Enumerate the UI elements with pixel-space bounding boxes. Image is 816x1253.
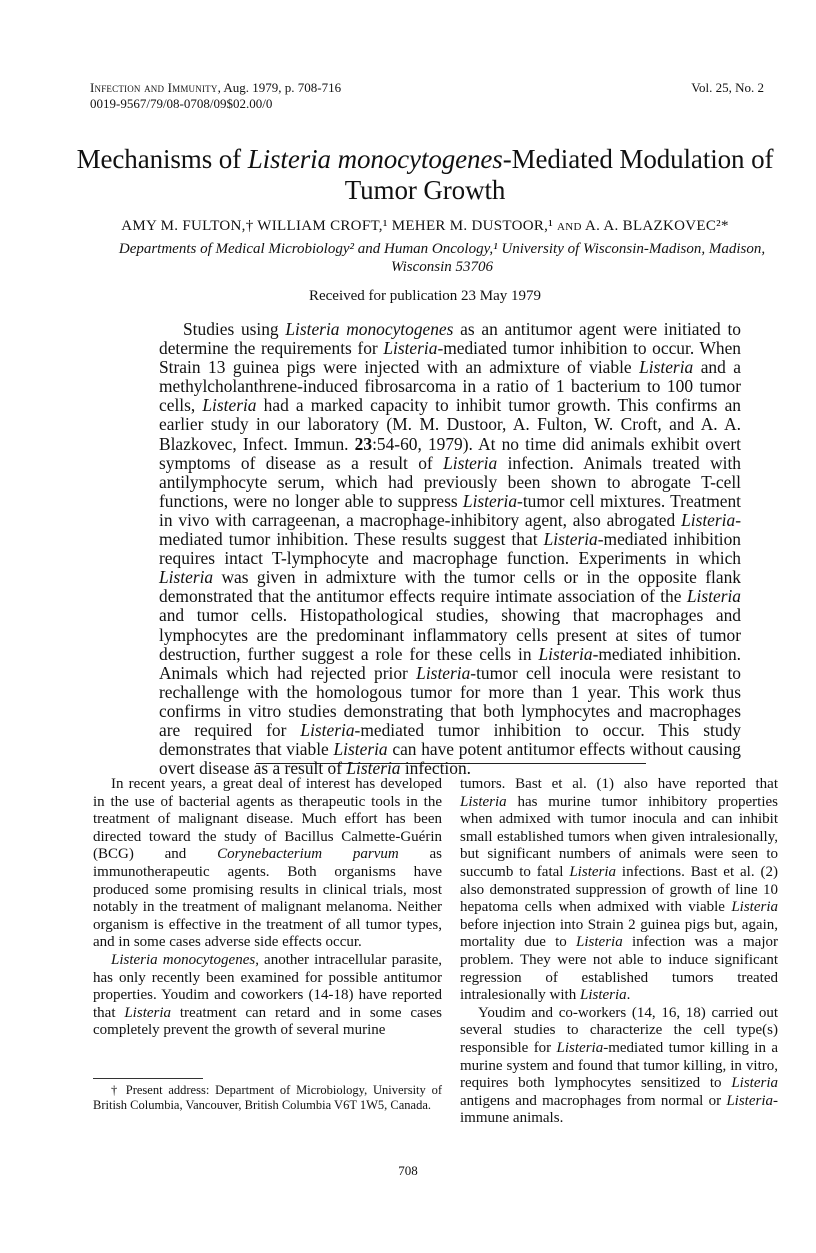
paragraph	[93, 952, 442, 1040]
italic-term: Listeria	[686, 586, 741, 607]
text-run: -mediated inhibition requires intact T-lymphocyte and macrophage function. Experiments in which	[159, 529, 742, 569]
italic-term: Listeria	[300, 719, 355, 740]
journal-citation: , Aug. 1979, p. 708-716	[217, 80, 342, 95]
text-run: Studies using	[183, 319, 286, 339]
italic-term: Listeria	[639, 357, 694, 378]
italic-term: Listeria	[543, 529, 598, 550]
text-run: Youdim and co-workers (14, 16, 18) carried out several studies to characterize the cell type(s) responsible for	[460, 1004, 778, 1056]
italic-term: Listeria	[346, 758, 401, 779]
italic-term: Listeria	[333, 739, 388, 760]
italic-term: Listeria	[726, 1092, 773, 1109]
italic-term: Listeria	[731, 1075, 778, 1092]
text-run: In recent years, a great deal of interest has developed in the use of bacterial agents as therapeutic tools in the treatment of malignant disease. Much effort has been directed toward the study of Bacillus Calmette-Guérin (BCG) and	[93, 776, 442, 863]
text-run: has murine tumor inhibitory properties when admixed with tumor inocula and can inhibit small established tumors when given intralesionally, but significant numbers of animals were seen to succumb to fatal	[460, 793, 778, 880]
text-run: .	[626, 987, 631, 1004]
affiliation: Departments of Medical Microbiology² and Human Oncology,¹ University of Wisconsin-Madison, Madison, Wisconsin 53706	[118, 241, 766, 275]
page-number: 708	[398, 1163, 418, 1178]
text-run: -mediated tumor inhibition to occur. This study demonstrates that viable	[159, 719, 741, 760]
text-run: -immune animals.	[460, 1092, 778, 1127]
italic-term: Listeria	[576, 934, 623, 951]
italic-term: Listeria	[383, 338, 438, 359]
text-run: infection.	[400, 758, 472, 779]
volume-number: 23	[354, 433, 373, 454]
section-divider	[256, 763, 646, 764]
text-run: treatment can retard and in some cases completely prevent the growth of several murine	[93, 1004, 442, 1039]
italic-term: Listeria	[416, 662, 471, 683]
text-run: -tumor cell inocula were resistant to rechallenge with the homologous tumor for more than 1 year. This work thus confirms in vitro studies demonstrating that both lymphocytes and macrophages are required for	[159, 662, 741, 740]
footnote: † Present address: Department of Microbiology, University of British Columbia, Vancouver, British Columbia V6T 1W5, Canada.	[93, 1083, 442, 1112]
text-run: before injection into Strain 2 guinea pigs but, again, mortality due to	[460, 916, 778, 951]
text-run: and a methylcholanthrene-induced fibrosarcoma in a ratio of 1 bacterium to 100 tumor cells,	[159, 357, 742, 416]
text-run: infections. Bast et al. (2) also demonstrated suppression of growth of line 10 hepatoma cells when admixed with viable	[460, 863, 778, 916]
italic-term: Listeria	[443, 452, 498, 473]
article-code: 0019-9567/79/08-0708/09$02.00/0	[90, 96, 273, 111]
received-date: Received for publication 23 May 1979	[308, 288, 542, 304]
text-run: infection was a major problem. They were not able to induce significant regression of established tumors treated intralesionally with	[460, 934, 778, 1004]
italic-term: Listeria	[681, 509, 736, 530]
italic-term: Listeria	[124, 1004, 172, 1021]
text-run: tumors. Bast et al. (1) also have reported that	[460, 776, 778, 792]
text-run: -mediated tumor killing in a murine system and found that tumor killing, in vitro, requires both lymphocytes sensitized to	[460, 1039, 778, 1092]
text-run: , another intracellular parasite, has only recently been examined for possible antitumor properties. Youdim and coworkers (14-18) have reported that	[93, 951, 442, 1021]
italic-term: Listeria	[538, 643, 593, 664]
text-run: and tumor cells. Histopathological studies, showing that macrophages and lymphocytes are the predominant inflammatory cells present at sites of tumor destruction, further suggest a role for these cells in	[159, 605, 741, 664]
text-run: -mediated inhibition. Animals which had rejected prior	[159, 643, 741, 683]
paragraph	[460, 1005, 778, 1128]
body-column-right	[460, 776, 778, 1128]
abstract	[159, 320, 741, 778]
volume-info: Vol. 25, No. 2	[691, 80, 764, 95]
header-left	[90, 80, 341, 112]
italic-term: Listeria monocytogenes	[285, 319, 454, 339]
italic-term: Listeria	[569, 863, 617, 880]
text-run: -tumor cell mixtures. Treatment in vivo with carrageenan, a macrophage-inhibitory agent, also abrogated	[159, 490, 741, 530]
italic-term: Listeria	[579, 987, 627, 1004]
text-run: as immunotherapeutic agents. Both organisms have produced some promising results in clinical trials, most notably in the treatment of malignant melanoma. Neither organism is effective in the treatment of all tumor types, and in some cases adverse side effects occur.	[93, 846, 442, 951]
article-title: Mechanisms of Listeria monocytogenes-Mediated Modulation of Tumor Growth	[76, 144, 774, 205]
text-run: -mediated tumor inhibition to occur. When Strain 13 guinea pigs were injected with an admixture of viable	[159, 338, 742, 378]
footnote-divider	[93, 1078, 203, 1079]
paragraph	[93, 776, 442, 952]
author-list: AMY M. FULTON,† WILLIAM CROFT,¹ MEHER M. DUSTOOR,¹ and A. A. BLAZKOVEC²*	[121, 218, 729, 234]
italic-term: Listeria	[462, 490, 518, 511]
italic-term: Listeria	[159, 567, 214, 588]
text-run: as an antitumor agent were initiated to determine the requirements for	[159, 319, 742, 359]
text-run: infection. Animals treated with antilymphocyte serum, which had previously been shown to abrogate T-cell functions, were no longer able to suppress	[159, 452, 741, 511]
text-run: was given in admixture with the tumor cells or in the opposite flank demonstrated that the antitumor effects require intimate association of the	[159, 567, 741, 607]
italic-term: Listeria	[202, 395, 257, 416]
italic-term: Listeria monocytogenes	[111, 951, 256, 968]
italic-term: Listeria	[556, 1039, 604, 1056]
italic-term: Corynebacterium parvum	[217, 846, 399, 863]
body-column-left	[93, 776, 442, 1040]
text-run: had a marked capacity to inhibit tumor growth. This confirms an earlier study in our laboratory (M. M. Dustoor, A. Fulton, W. Croft, and A. A. Blazkovec, Infect. Immun.	[159, 395, 741, 454]
paragraph	[460, 776, 778, 1005]
italic-term: Listeria	[460, 793, 507, 810]
text-run: :54-60, 1979). At no time did animals exhibit overt symptoms of disease as a result of	[159, 433, 742, 473]
italic-term: Listeria	[731, 899, 778, 916]
text-run: antigens and macrophages from normal or	[460, 1092, 727, 1109]
journal-name: Infection and Immunity	[90, 80, 218, 95]
text-run: -mediated tumor inhibition. These results suggest that	[159, 509, 741, 550]
text-run: can have potent antitumor effects without causing overt disease as a result of	[159, 739, 741, 779]
